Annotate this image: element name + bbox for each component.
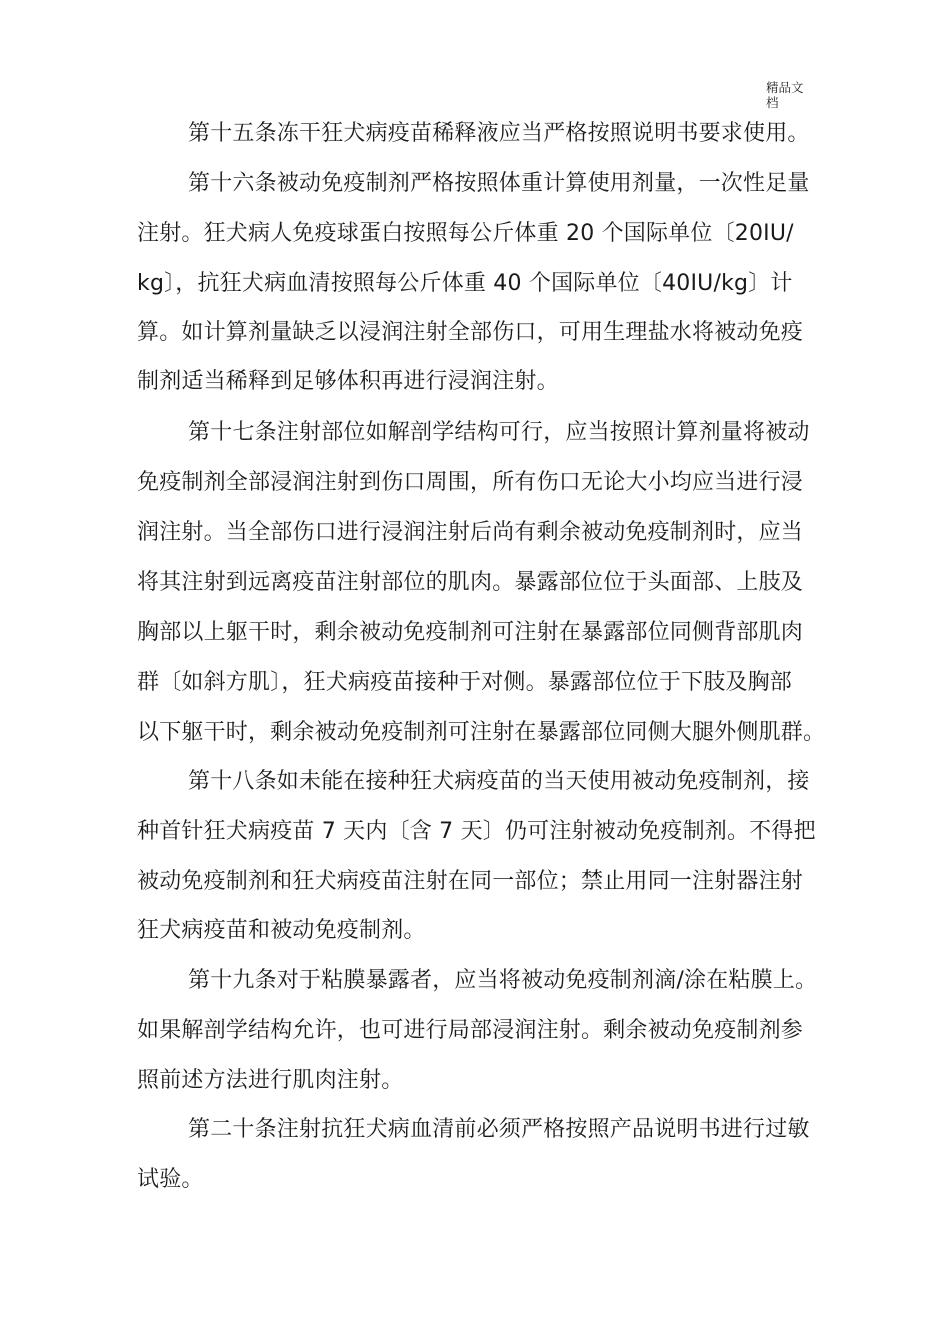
article-19-line-2: 如果解剖学结构允许，也可进行局部浸润注射。剩余被动免疫制剂参 bbox=[137, 1018, 804, 1043]
article-17-line-2: 免疫制剂全部浸润注射到伤口周围，所有伤口无论大小均应当进行浸 bbox=[137, 470, 804, 495]
article-16-line-1: 第十六条被动免疫制剂严格按照体重计算使用剂量，一次性足量 bbox=[188, 171, 810, 196]
article-18-line-4: 狂犬病疫苗和被动免疫制剂。 bbox=[137, 918, 426, 943]
article-17-line-7: 以下躯干时，剩余被动免疫制剂可注射在暴露部位同侧大腿外侧肌群。 bbox=[137, 720, 826, 745]
article-18-line-2: 种首针狂犬病疫苗 7 天内〔含 7 天〕仍可注射被动免疫制剂。不得把 bbox=[137, 819, 816, 844]
article-16-line-5: 制剂适当稀释到足够体积再进行浸润注射。 bbox=[137, 369, 559, 394]
article-17-line-3: 润注射。当全部伤口进行浸润注射后尚有剩余被动免疫制剂时，应当 bbox=[137, 520, 804, 545]
article-19-line-3: 照前述方法进行肌肉注射。 bbox=[137, 1068, 404, 1093]
article-17-line-6: 群〔如斜方肌〕，狂犬病疫苗接种于对侧。暴露部位位于下肢及胸部 bbox=[137, 670, 793, 695]
article-17-line-5: 胸部以上躯干时，剩余被动免疫制剂可注射在暴露部位同侧背部肌肉 bbox=[137, 620, 804, 645]
article-18-line-1: 第十八条如未能在接种狂犬病疫苗的当天使用被动免疫制剂，接 bbox=[188, 769, 810, 794]
watermark-line-1: 精品文 bbox=[766, 80, 804, 95]
watermark bbox=[766, 80, 826, 110]
watermark-line-2: 档 bbox=[766, 95, 779, 110]
article-16-line-3: kg〕，抗狂犬病血清按照每公斤体重 40 个国际单位〔40IU/kg〕计 bbox=[137, 271, 793, 296]
article-17-line-4: 将其注射到远离疫苗注射部位的肌肉。暴露部位位于头面部、上肢及 bbox=[137, 570, 804, 595]
article-19-line-1: 第十九条对于粘膜暴露者，应当将被动免疫制剂滴/涂在粘膜上。 bbox=[188, 968, 818, 993]
article-20-line-2: 试验。 bbox=[137, 1167, 204, 1192]
article-16-line-4: 算。如计算剂量缺乏以浸润注射全部伤口，可用生理盐水将被动免疫 bbox=[137, 320, 804, 345]
article-20-line-1: 第二十条注射抗狂犬病血清前必须严格按照产品说明书进行过敏 bbox=[188, 1117, 810, 1142]
article-15-line-1: 第十五条冻干狂犬病疫苗稀释液应当严格按照说明书要求使用。 bbox=[188, 121, 810, 146]
article-18-line-3: 被动免疫制剂和狂犬病疫苗注射在同一部位；禁止用同一注射器注射 bbox=[137, 869, 804, 894]
article-16-line-2: 注射。狂犬病人免疫球蛋白按照每公斤体重 20 个国际单位〔20IU/ bbox=[137, 221, 794, 246]
article-17-line-1: 第十七条注射部位如解剖学结构可行，应当按照计算剂量将被动 bbox=[188, 420, 810, 445]
